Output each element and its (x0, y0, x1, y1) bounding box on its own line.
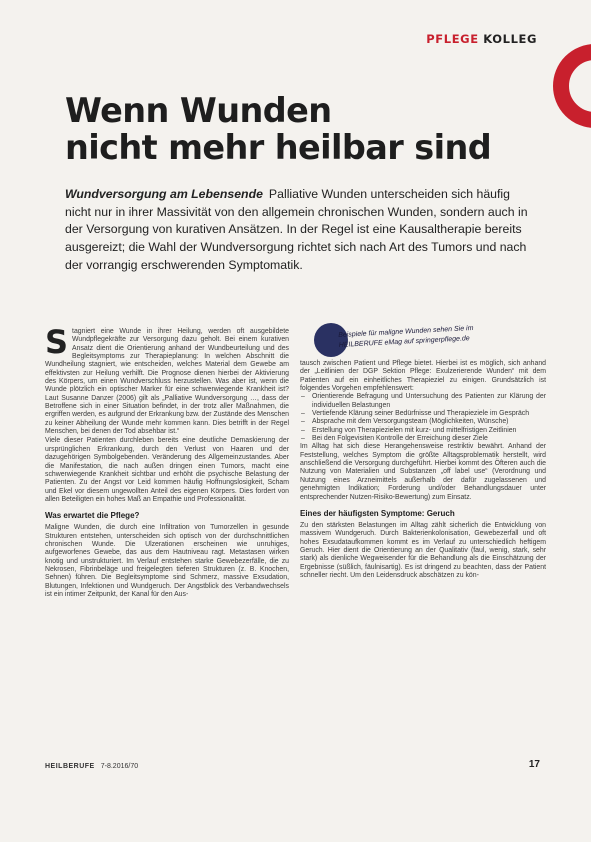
section-tag (426, 32, 537, 46)
intro-text: tagniert eine Wunde in ihrer Heilung, werden oft ausgebildete Wundpflegekräfte zur Versorgung dazu geholt. Bei einem kurativen Ansatz dient die Orientierung anhand der Wundbeurteilung und des Begleitsymptoms zur Therapieplanung: In welchen Abschnitt die Wundheilung stagniert, wie entscheiden, welches Material dem Gewebe am effektivsten zur Heilung verhilft. Die Prognose dienen hierbei der Aktivierung des Körpers, um einen Wundverschluss herzustellen. Was aber ist, wenn die Wunde plötzlich ein optischer Marker für eine schwerwiegende Krankheit ist? Laut Susanne Danzer (2006) gilt als „Palliative Wundversorgung …, dass der Betroffene sich in einer Situation befindet, in der trotz aller Maßnahmen, die ergriffen werden, es aufgrund der Erkrankung bzw. der Zustände des Menschen zu keiner Abheilung der Wunde mehr kommen kann. Dies betrifft in der Regel Menschen, bei denen der Tod absehbar ist.“ (45, 328, 289, 436)
emag-caption: Beispiele für maligne Wunden sehen Sie im HEILBERUFE eMag auf springerpflege.de (338, 324, 474, 349)
list-item: – Erstellung von Therapiezielen mit kurz- und mittelfristigen Zeitlinien (300, 427, 546, 435)
right-column (300, 360, 546, 580)
list-item: – Vertiefende Klärung seiner Bedürfnisse und Therapieziele im Gespräch (300, 410, 546, 418)
footer-issue: 7-8.2016/70 (100, 763, 139, 770)
section-tag-rest: KOLLEG (483, 32, 537, 46)
right-body-paragraph: Im Alltag hat sich diese Herangehensweise restriktiv bewährt. Anhand der Feststellung, welches Symptom die größte Alltagsproblematik herstellt, wird anschließend die Versorgung durchgeführt. Hierbei kommt des Öfteren auch die Nutzung von Materialien und Substanzen „off label use“ (Verordnung und Nutzung eines Arzneimittels außerhalb der dafür zugelassenen und genehmigten Indikation; Forderung und/oder Behandlungsdauer unter entsprechender Nutzen-Risiko-Bewertung) zum Einsatz. (300, 443, 546, 501)
left-column (45, 323, 289, 599)
lead-kicker: Wundversorgung am Lebensende (65, 187, 263, 201)
right-body-paragraph-2: Zu den stärksten Belastungen im Alltag zählt sicherlich die Entwicklung von massivem Wundgeruch. Durch Bakterienkolonisation, Gewebezerfall und oft hohes Exsudataufkommen kommt es im Verlauf zu unterschiedlich heftigem Geruch. Hier dient die Orientierung an der Qualitativ (faul, wenig, stark, sehr stark) als dienliche Wegweisender für die Behandlung als die Einschätzung der Ergebnisse (süßlich, fäulnisartig). Es ist dringend zu beachten, dass der Patient schneller riecht. Um den Leidensdruck abschätzen zu kön- (300, 521, 546, 579)
second-paragraph: Viele dieser Patienten durchleben bereits eine deutliche Demaskierung der ursprünglichen Erkrankung, durch den Verlust von Haaren und der dazugehörigen Symbolgebenden. Veränderung des Allgemeinzustandes. Aber die Manifestation, die nach außen dringen einen Tumors, macht eine schwerwiegende Krankheit sichtbar und erhöht die psychische Belastung der Patienten. Zu der Angst vor Leid kommen häufig Hoffnungslosigkeit, Scham und Ekel vor diesem ungewollten Anteil des eigenen Körpers. Dies fordert von allen Beteiligten ein hohes Maß an Empathie und Professionalität. (45, 437, 289, 503)
list-item: – Bei den Folgevisiten Kontrolle der Erreichung dieser Ziele (300, 435, 546, 443)
title-line-1: Wenn Wunden (65, 91, 332, 130)
subheading-geruch: Eines der häufigsten Symptome: Geruch (300, 508, 455, 518)
intro-paragraph (45, 323, 289, 436)
footer-brand: HEILBERUFE (45, 763, 95, 770)
decorative-red-arc (553, 44, 591, 128)
right-intro-paragraph: tausch zwischen Patient und Pflege bietet. Hierbei ist es möglich, sich anhand der „Leitlinien der DGP Sektion Pflege: Exulzerierende Wunden“ mit dem Patienten auf ein einheitliches Therapieziel zu einigen. Grundsätzlich ist folgendes Vorgehen empfehlenswert: (300, 360, 546, 393)
body-paragraph: Maligne Wunden, die durch eine Infiltration von Tumorzellen in gesunde Strukturen entstehen, unterscheiden sich optisch von der durchschnittlichen chronischen Wunde. Die Ulzerationen erscheinen wie unruhiges, aufgeworfenes Gewebe, das aus dem Hautniveau ragt. Metastasen wirken knotig und unstrukturiert. Im Verlauf entstehen starke Gewebezerfälle, die zu Nekrosen, Fibrinbeläge und freigelegten tieferen Strukturen (z. B. Knochen, Sehnen) führen. Die Begleitsymptome sind Schmerz, massive Exsudation, Blutungen, Infektionen und Wundgeruch. Der Angstblick des Verbandwechsels ist ein intimer Zeitpunkt, der Kanal für den Aus- (45, 524, 289, 598)
section-tag-highlight: PFLEGE (426, 32, 479, 46)
lead-paragraph (65, 186, 535, 275)
article-title (65, 92, 491, 166)
drop-cap: S (45, 323, 69, 361)
list-item: – Orientierende Befragung und Untersuchung des Patienten zur Klärung der individuellen Belastungen (300, 393, 546, 410)
subheading-pflege: Was erwartet die Pflege? (45, 511, 140, 521)
page-number: 17 (528, 759, 540, 770)
procedure-list (300, 393, 546, 443)
list-item: – Absprache mit dem Versorgungsteam (Möglichkeiten, Wünsche) (300, 418, 546, 426)
lead-text: Palliative Wunden unterscheiden sich häufig nicht nur in ihrer Massivität von den allgemein chronischen Wunden, sondern auch in der Versorgung von kurativen Ansätzen. In der Regel ist eine Kausaltherapie bereits ausgereizt; die Wahl der Wundversorgung richtet sich nach Art des Tumors und nach der vorrangig erschwerenden Symptomatik. (65, 187, 528, 272)
title-line-2: nicht mehr heilbar sind (65, 128, 492, 167)
footer-masthead (45, 763, 138, 770)
